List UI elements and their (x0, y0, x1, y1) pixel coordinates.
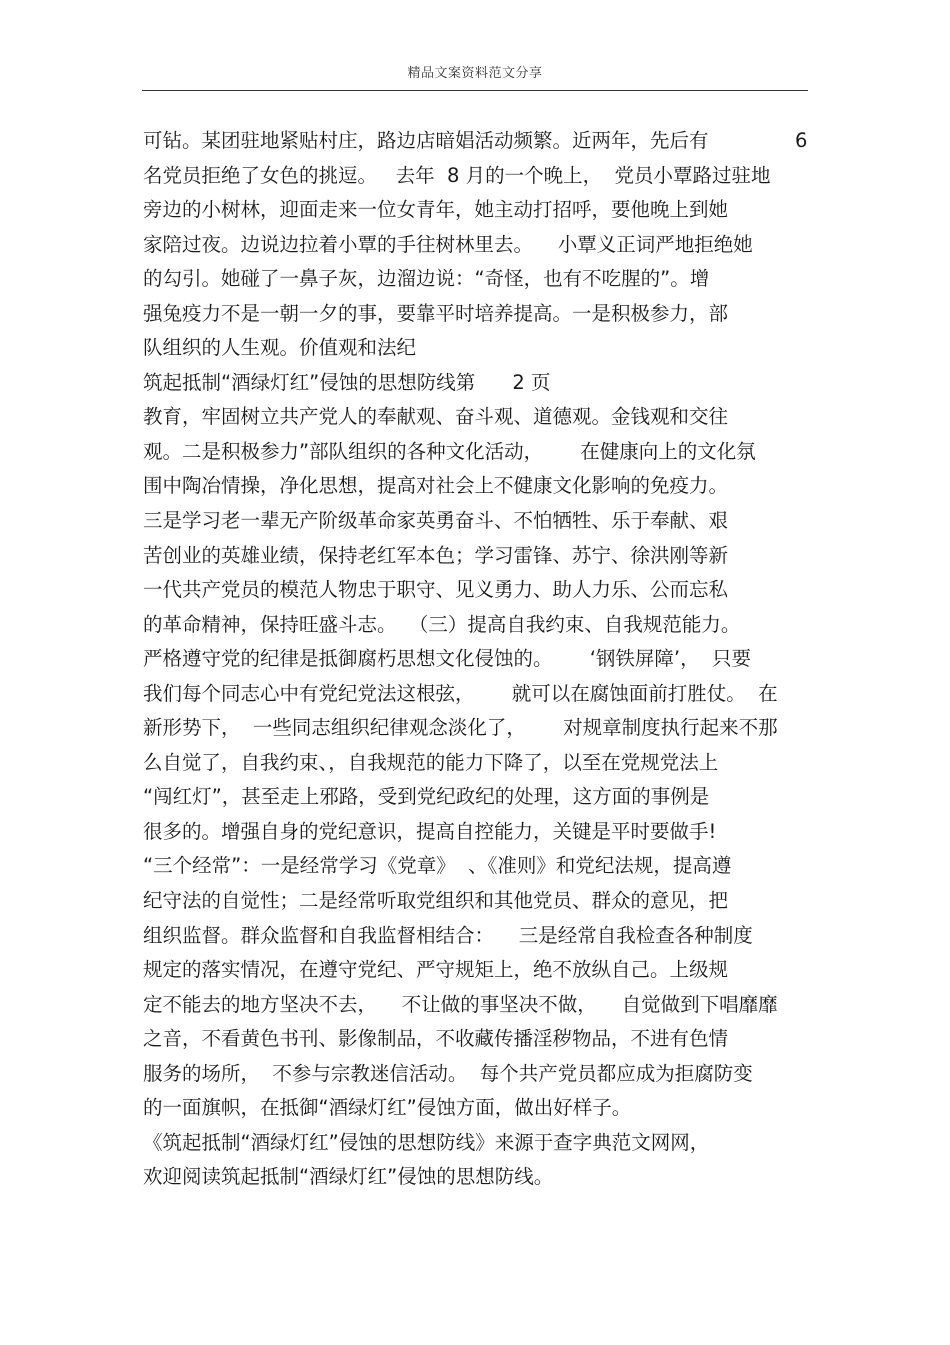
source-line: 《筑起抵制“酒绿灯红”侵蚀的思想防线》来源于查字典范文网网， (143, 1130, 710, 1154)
line-tail-number: 6 (795, 129, 808, 152)
text-line: 定不能去的地方坚决不去， 不让做的事坚决不做， 自觉做到下唱靡靡 (143, 992, 778, 1016)
text-line: 组织监督。群众监督和自我监督相结合： 三是经常自我检查各种制度 (143, 923, 753, 947)
text-line: 三是学习老一辈无产阶级革命家英勇奋斗、不怕牺牲、乐于奉献、艰 (143, 509, 729, 533)
text-line: 服务的场所， 不参与宗教迷信活动。 每个共产党员都应成为拒腐防变 (143, 1061, 753, 1085)
text-line: 名党员拒绝了女色的挑逗。 去年 8 月的一个晚上， 党员小覃路过驻地 (143, 163, 771, 187)
text-line: 苦创业的英雄业绩，保持老红军本色；学习雷锋、苏宁、徐洪刚等新 (143, 543, 729, 567)
closing-line: 欢迎阅读筑起抵制“酒绿灯红”侵蚀的思想防线。 (143, 1165, 554, 1189)
text-line: 教育，牢固树立共产党人的奉献观、奋斗观、道德观。金钱观和交往 (143, 405, 729, 429)
text-line: 纪守法的自觉性；二是经常听取党组织和其他党员、群众的意见，把 (143, 889, 729, 913)
text-line: 观。二是积极参力”部队组织的各种文化活动， 在健康向上的文化氛 (143, 439, 756, 463)
text-line: 新形势下， 一些同志组织纪律观念淡化了， 对规章制度执行起来不那 (143, 716, 778, 740)
text-line: 队组织的人生观。价值观和法纪 (143, 336, 417, 360)
document-body (143, 124, 811, 1195)
text-line: 一代共产党员的模范人物忠于职守、见义勇力、助人力乐、公而忘私 (143, 578, 729, 602)
text-line: 么自觉了，自我约束、，自我规范的能力下降了，以至在党规党法上 (143, 750, 719, 774)
page-continuation-title: 筑起抵制“酒绿灯红”侵蚀的思想防线第 2 页 (143, 370, 551, 394)
text-line: 旁边的小树林，迎面走来一位女青年，她主动打招呼，要他晚上到她 (143, 198, 729, 222)
text-line: 之音，不看黄色书刊、影像制品，不收藏传播淫秽物品，不进有色情 (143, 1027, 729, 1051)
text-line: “三个经常”：一是经常学习《党章》 、《准则》和党纪法规，提高遵 (143, 854, 732, 878)
page-header-title: 精品文案资料范文分享 (407, 66, 543, 81)
text-line: 的革命精神，保持旺盛斗志。 （三）提高自我约束、自我规范能力。 (143, 612, 741, 636)
text-line: 的一面旗帜，在抵御“酒绿灯红”侵蚀方面，做出好样子。 (143, 1096, 632, 1120)
text-line: 我们每个同志心中有党纪党法这根弦， 就可以在腐蚀面前打胜仗。 在 (143, 681, 778, 705)
text-line: 的勾引。她碰了一鼻子灰，边溜边说：“奇怪，也有不吃腥的”。增 (143, 267, 710, 291)
text-line: 强兔疫力不是一朝一夕的事，要靠平时培养提高。一是积极参力，部 (143, 301, 729, 325)
text-line: 规定的落实情况，在遵守党纪、严守规矩上，绝不放纵自己。上级规 (143, 958, 729, 982)
text-line: 家陪过夜。边说边拉着小覃的手往树林里去。 小覃义正词严地拒绝她 (143, 232, 753, 256)
header-divider (142, 90, 808, 91)
text-line: 围中陶冶情操，净化思想，提高对社会上不健康文化影响的免疫力。 (143, 474, 729, 498)
text-line: 很多的。增强自身的党纪意识，提高自控能力，关键是平时要做手! (143, 819, 717, 843)
text-line: 可钻。某团驻地紧贴村庄，路边店暗娼活动频繁。近两年，先后有 6 (143, 124, 811, 159)
text-line: “闯红灯”，甚至走上邪路，受到党纪政纪的处理，这方面的事例是 (143, 785, 710, 809)
text-line: 严格遵守党的纪律是抵御腐朽思想文化侵蚀的。 ‘钢铁屏障’， 只要 (143, 647, 751, 671)
